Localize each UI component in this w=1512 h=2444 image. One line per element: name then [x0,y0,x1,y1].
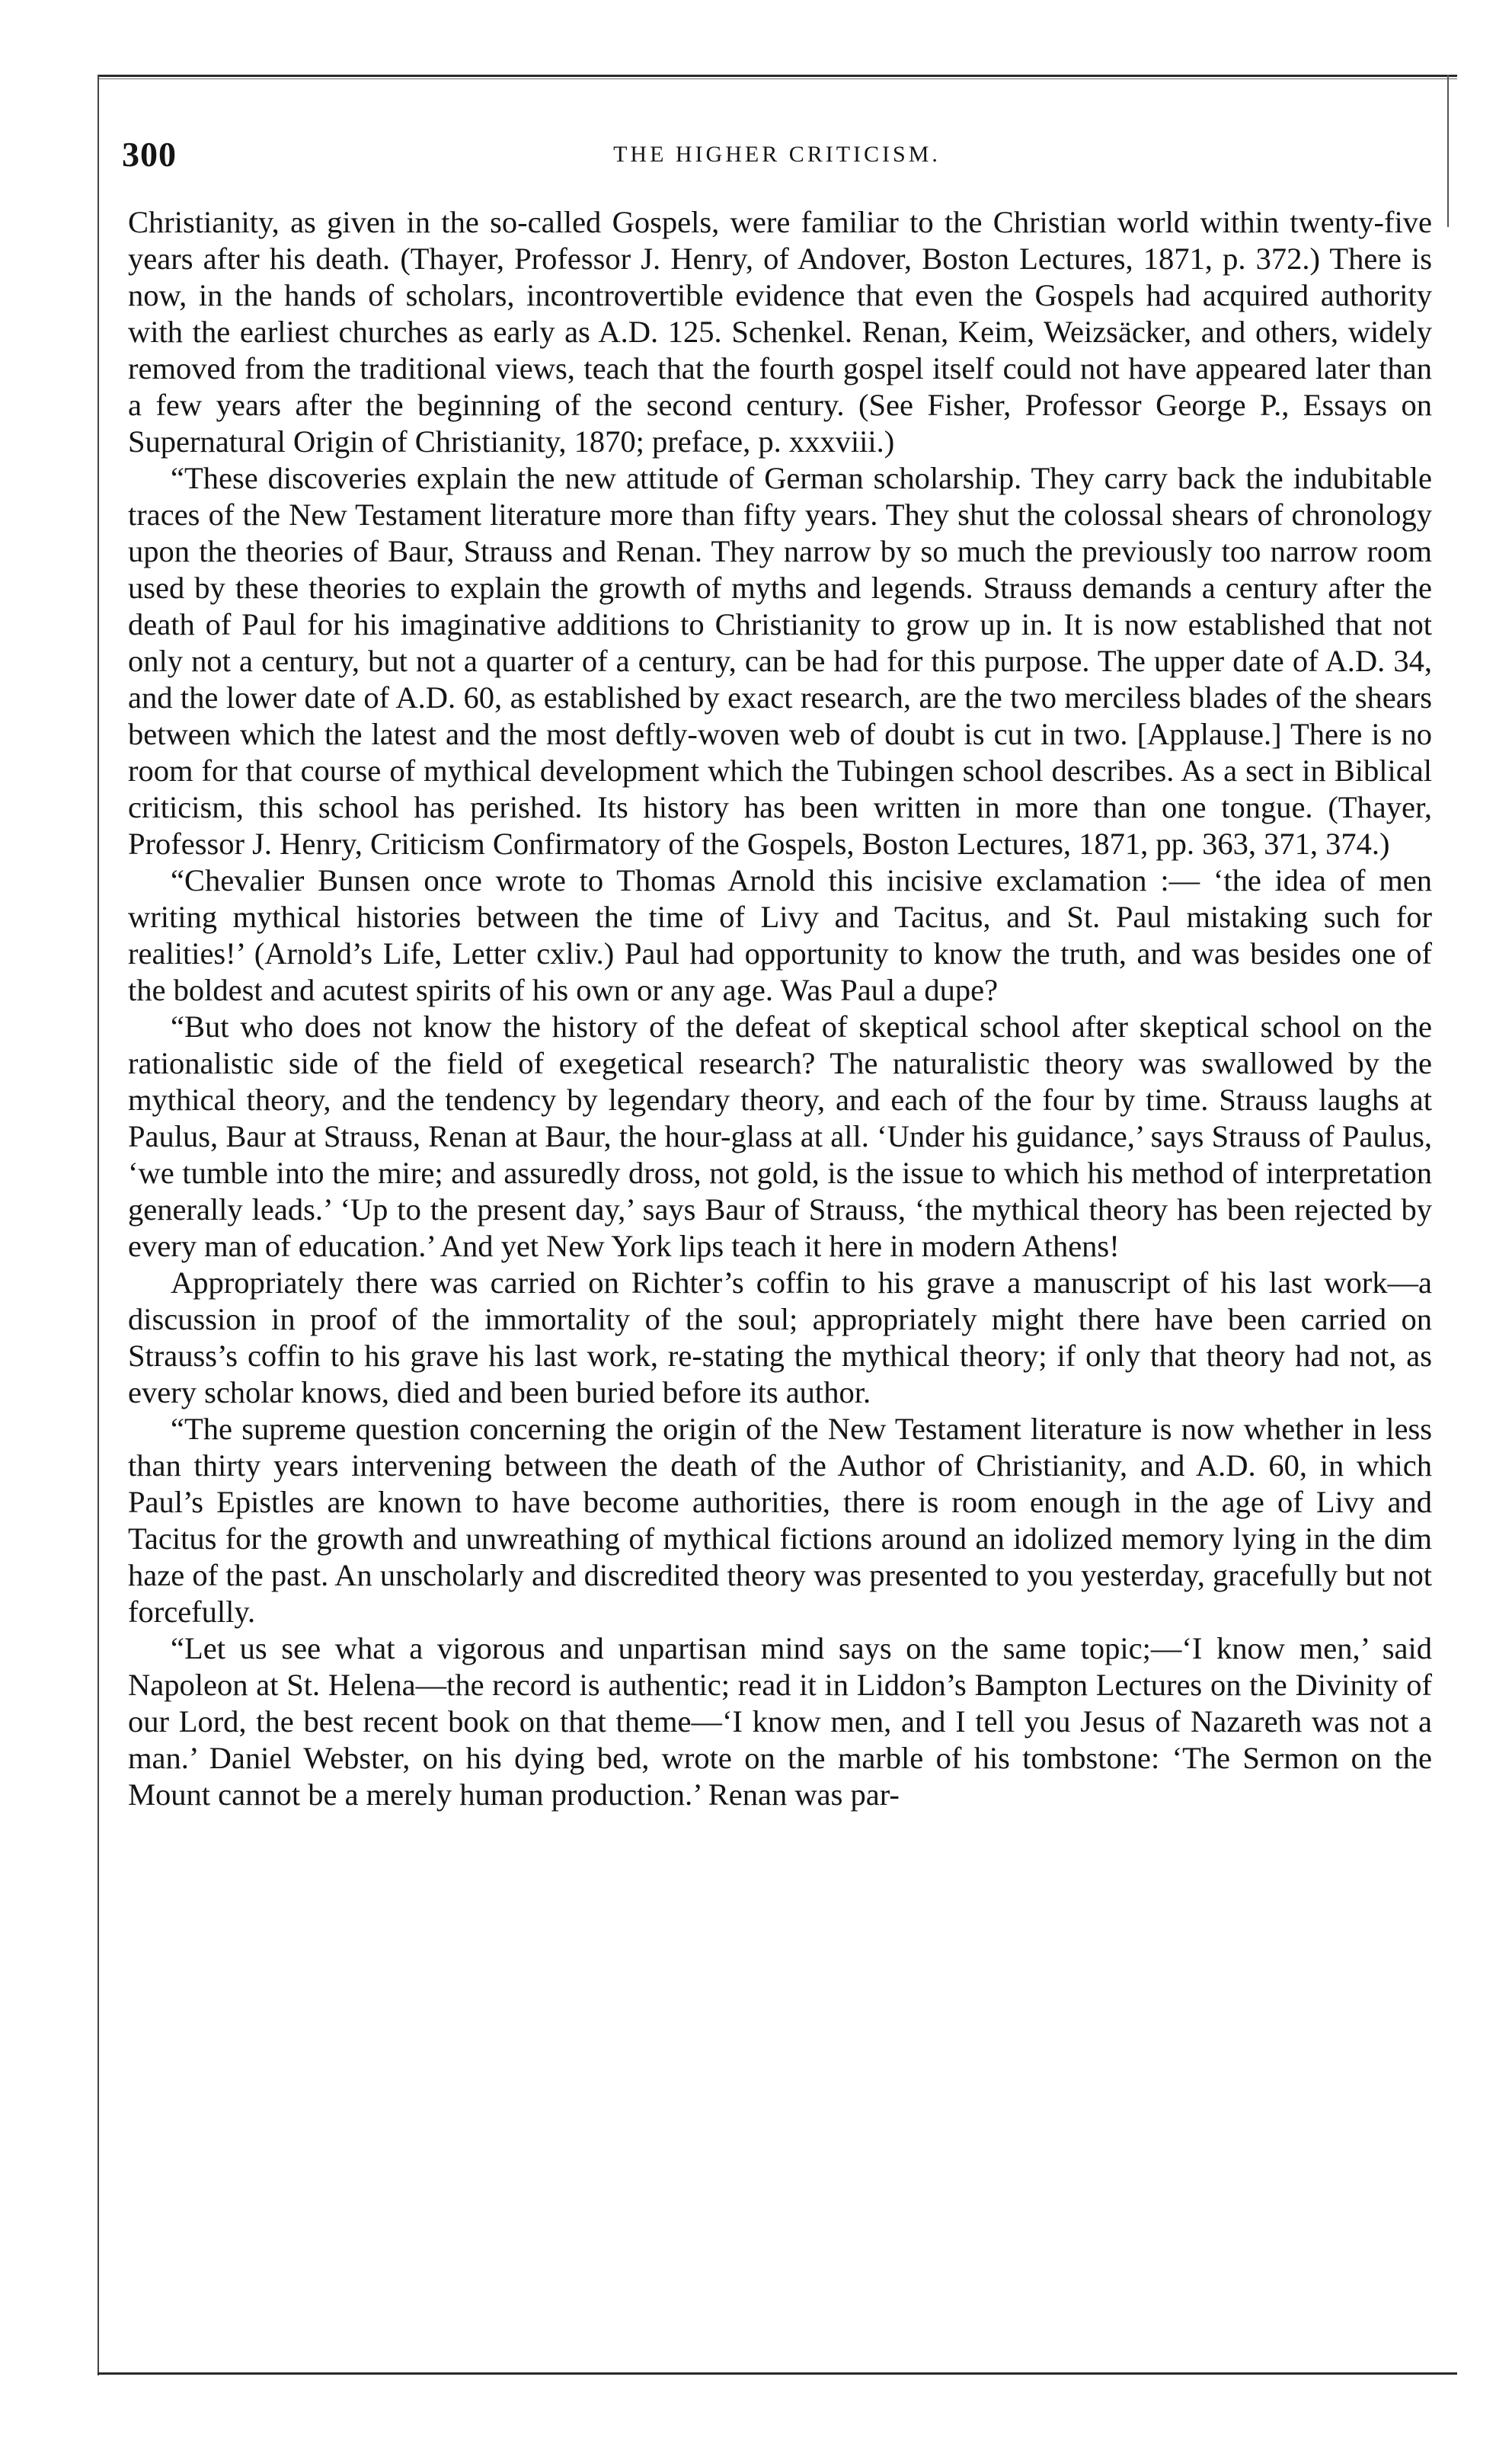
body-text [128,204,1432,1813]
paragraph: “The supreme question concerning the origin of the New Testament literature is now whether in less than thirty years intervening between the death of the Author of Christianity, and A.D. 60, in which Paul’s Epistles are known to have become authorities, there is room enough in the age of Livy and Tacitus for the growth and unwreathing of mythical fictions around an idolized memory lying in the dim haze of the past. An unscholarly and discredited theory was presented to you yesterday, gracefully but not forcefully. [128,1412,1432,1629]
bottom-rule [97,2372,1457,2375]
right-margin-rule [1447,75,1449,227]
paragraph: Christianity, as given in the so-called Gospels, were familiar to the Christian world within twenty-five years after his death. (Thayer, Professor J. Henry, of Andover, Boston Lectures, 1871, p. 372.) There is now, in the hands of scholars, incontrovertible evidence that even the Gospels had acquired authority with the earliest churches as early as A.D. 125. Schenkel. Renan, Keim, Weizsäcker, and others, widely removed from the traditional views, teach that the fourth gospel itself could not have appeared later than a few years after the beginning of the second century. (See Fisher, Professor George P., Essays on Supernatural Origin of Christianity, 1870; preface, p. xxxviii.) [128,205,1432,459]
paragraph: “But who does not know the history of the defeat of skeptical school after skeptical school on the rationalistic side of the field of exegetical research? The naturalistic theory was swallowed by the mythical theory, and the tendency by legendary theory, and each of the four by time. Strauss laughs at Paulus, Baur at Strauss, Renan at Baur, the hour-glass at all. ‘Under his guidance,’ says Strauss of Paulus, ‘we tumble into the mire; and assuredly dross, not gold, is the issue to which his method of interpretation generally leads.’ ‘Up to the present day,’ says Baur of Strauss, ‘the mythical theory has been rejected by every man of education.’ And yet New York lips teach it here in modern Athens! [128,1009,1432,1263]
paragraph: “Chevalier Bunsen once wrote to Thomas Arnold this incisive exclamation :— ‘the idea of men writing mythical histories between the time of Livy and Tacitus, and St. Paul mistaking such for realities!’ (Arnold’s Life, Letter cxliv.) Paul had opportunity to know the truth, and was besides one of the boldest and acutest spirits of his own or any age. Was Paul a dupe? [128,863,1432,1007]
top-rule-thin [97,78,1457,79]
left-margin-rule [97,75,99,2375]
page-header [114,128,1440,181]
top-rule [97,75,1457,77]
running-head: THE HIGHER CRITICISM. [613,142,941,167]
page-number: 300 [122,135,177,174]
paragraph: “These discoveries explain the new attitude of German scholarship. They carry back the indubitable traces of the New Testament literature more than fifty years. They shut the colossal shears of chronology upon the theories of Baur, Strauss and Renan. They narrow by so much the previously too narrow room used by these theories to explain the growth of myths and legends. Strauss demands a century after the death of Paul for his imaginative additions to Christianity to grow up in. It is now established that not only not a century, but not a quarter of a century, can be had for this purpose. The upper date of A.D. 34, and the lower date of A.D. 60, as established by exact research, are the two merciless blades of the shears between which the latest and the most deftly-woven web of doubt is cut in two. [Applause.] There is no room for that course of mythical development which the Tubingen school describes. As a sect in Biblical criticism, this school has perished. Its history has been written in more than one tongue. (Thayer, Professor J. Henry, Criticism Confirmatory of the Gospels, Boston Lectures, 1871, pp. 363, 371, 374.) [128,461,1432,861]
paragraph: “Let us see what a vigorous and unpartisan mind says on the same topic;—‘I know men,’ said Napoleon at St. Helena—the record is authentic; read it in Liddon’s Bampton Lectures on the Divinity of our Lord, the best recent book on that theme—‘I know men, and I tell you Jesus of Nazareth was not a man.’ Daniel Webster, on his dying bed, wrote on the marble of his tombstone: ‘The Sermon on the Mount cannot be a merely human production.’ Renan was par- [128,1631,1432,1812]
paragraph: Appropriately there was carried on Richter’s coffin to his grave a manuscript of his last work—a discussion in proof of the immortality of the soul; appropriately might there have been carried on Strauss’s coffin to his grave his last work, re-stating the mythical theory; if only that theory had not, as every scholar knows, died and been buried before its author. [128,1265,1432,1409]
